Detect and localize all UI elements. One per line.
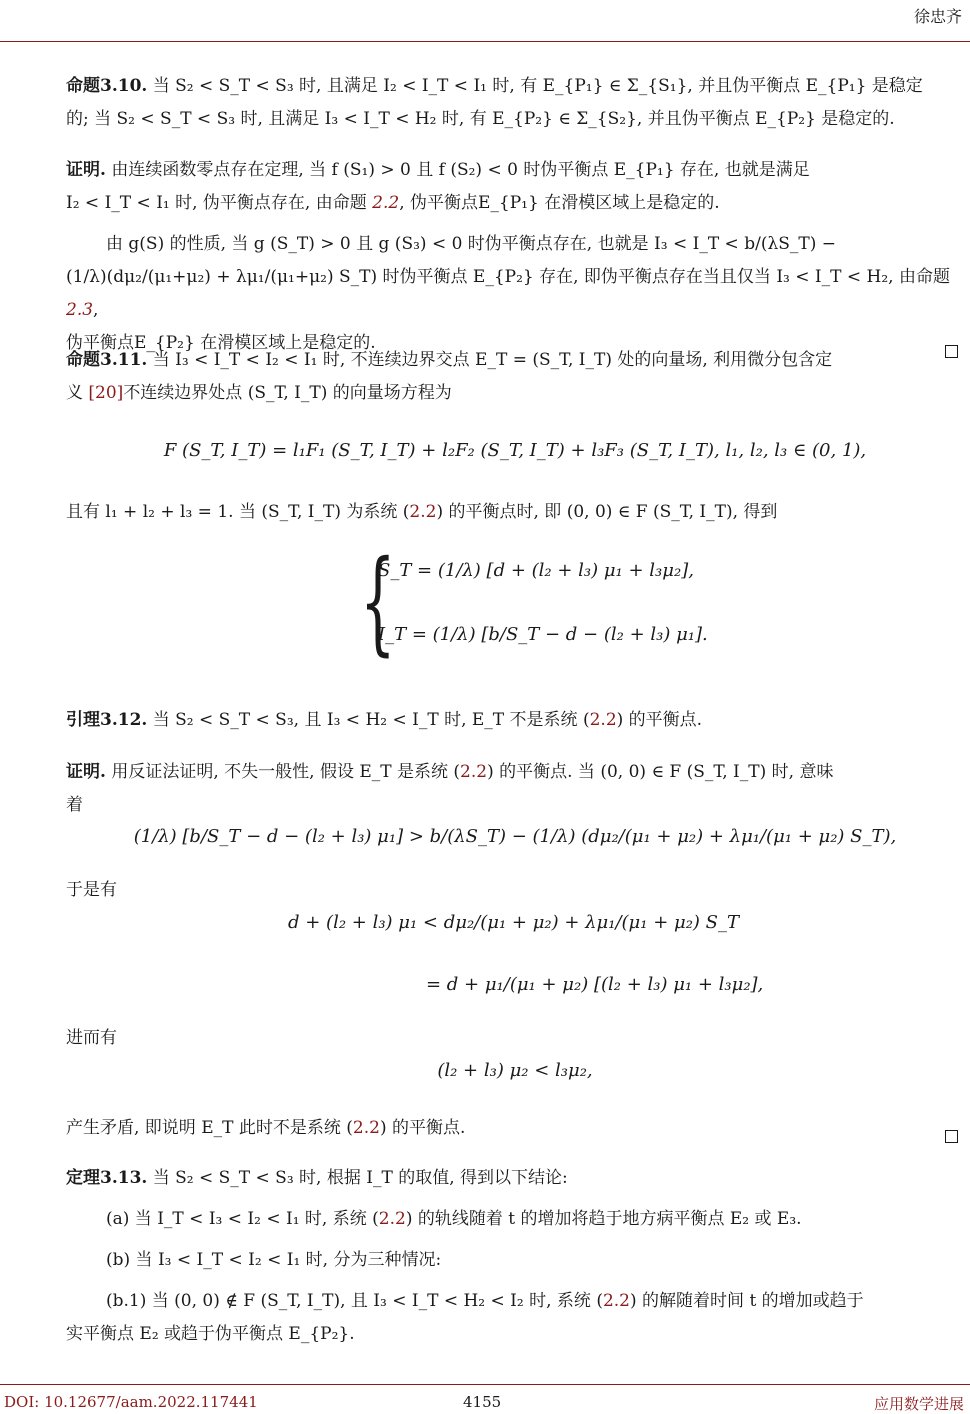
prop-3-11-line1: 当 I₃ < I_T < I₂ < I₁ 时, 不连续边界交点 E_T = (S_T, I_T) 处的向量场, 利用微分包含定	[152, 350, 833, 370]
thm-3-13-intro: 当 S₂ < S_T < S₃ 时, 根据 I_T 的取值, 得到以下结论:	[152, 1168, 568, 1188]
theorem-3-13	[66, 1162, 964, 1351]
equation-inequality-3: = d + μ₁/(μ₁ + μ₂) [(l₂ + l₃) μ₁ + l₃μ₂],	[426, 974, 764, 995]
proposition-3-10	[66, 70, 964, 136]
thm-3-13-case-b1-1: (b.1) 当 (0, 0) ∉ F (S_T, I_T), 且 I₃ < I_T < H₂ < I₂ 时, 系统 (	[106, 1291, 603, 1311]
proof-1-ref-2-2[interactable]: 2.2	[372, 193, 400, 213]
equation-inequality-2: d + (l₂ + l₃) μ₁ < dμ₂/(μ₁ + μ₂) + λμ₁/(μ₁ + μ₂) S_T	[288, 912, 739, 933]
proof-2-concl-b: ) 的平衡点.	[379, 1118, 466, 1138]
footer-doi[interactable]: DOI: 10.12677/aam.2022.117441	[4, 1393, 258, 1411]
proof-1-line5: 伪平衡点E_{P₂} 在滑模区域上是稳定的.	[66, 333, 376, 353]
proof-1-ref-2-3[interactable]: 2.3	[66, 300, 94, 320]
prop-3-11-after-b: ) 的平衡点时, 即 (0, 0) ∈ F (S_T, I_T), 得到	[436, 502, 778, 522]
lemma-3-12-text-a: 当 S₂ < S_T < S₃, 且 I₃ < H₂ < I_T 时, E_T 不是系统 (	[152, 710, 590, 730]
thm-3-13-case-b1-2: ) 的解随着时间 t 的增加或趋于	[630, 1291, 864, 1311]
prop-3-11-line2b: 不连续边界处点 (S_T, I_T) 的向量场方程为	[123, 383, 452, 403]
proof-2-jiner: 进而有	[66, 1028, 117, 1048]
proof-1-line1: 由连续函数零点存在定理, 当 f (S₁) > 0 且 f (S₂) < 0 时伪平衡点 E_{P₁} 存在, 也就是满足	[111, 160, 810, 180]
equation-vector-field: F (S_T, I_T) = l₁F₁ (S_T, I_T) + l₂F₂ (S_T, I_T) + l₃F₃ (S_T, I_T), l₁, l₂, l₃ ∈ (0, 1),	[163, 440, 867, 461]
qed-symbol-2	[945, 1122, 958, 1155]
proof-2-conclusion	[66, 1112, 964, 1145]
prop-3-11-after	[66, 496, 964, 529]
citation-20[interactable]: [20]	[88, 383, 124, 403]
system-eq-2: I_T = (1/λ) [b/S_T − d − (l₂ + l₃) μ₁].	[378, 624, 708, 645]
thm-3-13-case-a-2: ) 的轨线随着 t 的增加将趋于地方病平衡点 E₂ 或 E₃.	[405, 1209, 802, 1229]
prop-3-10-line2: 的; 当 S₂ < S_T < S₃ 时, 且满足 I₃ < I_T < H₂ 时, 有 E_{P₂} ∈ Σ_{S₂}, 并且伪平衡点 E_{P₂} 是稳定的.	[66, 109, 895, 129]
proof-2-line1b: ) 的平衡点. 当 (0, 0) ∈ F (S_T, I_T) 时, 意味	[487, 762, 834, 782]
lemma-3-12-text-b: ) 的平衡点.	[616, 710, 703, 730]
prop-3-11-after-a: 且有 l₁ + l₂ + l₃ = 1. 当 (S_T, I_T) 为系统 (	[66, 502, 410, 522]
ref-2-2-b[interactable]: 2.2	[589, 710, 617, 730]
prop-3-11-line2a: 义	[66, 383, 89, 403]
proposition-3-11	[66, 344, 964, 410]
footer-journal-name: 应用数学进展	[873, 1395, 964, 1413]
lemma-3-12	[66, 704, 964, 737]
proof-1-line3: 由 g(S) 的性质, 当 g (S_T) > 0 且 g (S₃) < 0 时伪平衡点存在, 也就是 I₃ < I_T < b/(λS_T) −	[106, 234, 836, 254]
prop-3-10-label: 命题3.10.	[66, 76, 148, 96]
proof-1-line2b: , 伪平衡点E_{P₁} 在滑模区域上是稳定的.	[399, 193, 720, 213]
header-rule	[0, 41, 970, 42]
proof-2-line1a: 用反证法证明, 不失一般性, 假设 E_T 是系统 (	[111, 762, 461, 782]
prop-3-10-line1: 当 S₂ < S_T < S₃ 时, 且满足 I₂ < I_T < I₁ 时, 有 E_{P₁} ∈ Σ_{S₁}, 并且伪平衡点 E_{P₁} 是稳定	[152, 76, 923, 96]
proof-2-line2: 着	[66, 795, 83, 815]
ref-2-2-e[interactable]: 2.2	[378, 1209, 406, 1229]
proof-1	[66, 154, 964, 360]
proof-2-label: 证明.	[66, 762, 106, 782]
ref-2-2-f[interactable]: 2.2	[602, 1291, 630, 1311]
ref-2-2-d[interactable]: 2.2	[352, 1118, 380, 1138]
proof-2-concl-a: 产生矛盾, 即说明 E_T 此时不是系统 (	[66, 1118, 353, 1138]
footer-page-number: 4155	[463, 1393, 502, 1411]
thm-3-13-case-b1-line2: 实平衡点 E₂ 或趋于伪平衡点 E_{P₂}.	[66, 1324, 355, 1344]
header-author: 徐忠齐	[913, 7, 962, 26]
lemma-3-12-label: 引理3.12.	[66, 710, 148, 730]
equation-system	[360, 537, 720, 670]
proof-1-line2a: I₂ < I_T < I₁ 时, 伪平衡点存在, 由命题	[66, 193, 373, 213]
ref-2-2-a[interactable]: 2.2	[409, 502, 437, 522]
footer-rule	[0, 1384, 970, 1385]
proof-1-line4b: ,	[93, 300, 99, 320]
ref-2-2-c[interactable]: 2.2	[460, 762, 488, 782]
proof-1-label: 证明.	[66, 160, 106, 180]
proof-1-line4a: (1/λ)(dμ₂/(μ₁+μ₂) + λμ₁/(μ₁+μ₂) S_T) 时伪平衡点 E_{P₂} 存在, 即伪平衡点存在当且仅当 I₃ < I_T < H₂, 由命题	[66, 267, 950, 287]
equation-inequality-1: (1/λ) [b/S_T − d − (l₂ + l₃) μ₁] > b/(λS_T) − (1/λ) (dμ₂/(μ₁ + μ₂) + λμ₁/(μ₁ + μ₂) S_T),	[133, 826, 897, 847]
system-eq-1: S_T = (1/λ) [d + (l₂ + l₃) μ₁ + l₃μ₂],	[378, 560, 694, 581]
proof-2	[66, 756, 964, 822]
prop-3-11-label: 命题3.11.	[66, 350, 148, 370]
thm-3-13-label: 定理3.13.	[66, 1168, 148, 1188]
thm-3-13-case-a-1: (a) 当 I_T < I₃ < I₂ < I₁ 时, 系统 (	[106, 1209, 379, 1229]
thm-3-13-case-b: (b) 当 I₃ < I_T < I₂ < I₁ 时, 分为三种情况:	[106, 1250, 442, 1270]
equation-contradiction: (l₂ + l₃) μ₂ < l₃μ₂,	[437, 1060, 593, 1081]
proof-2-yushi: 于是有	[66, 880, 117, 900]
left-brace: {	[360, 537, 396, 667]
